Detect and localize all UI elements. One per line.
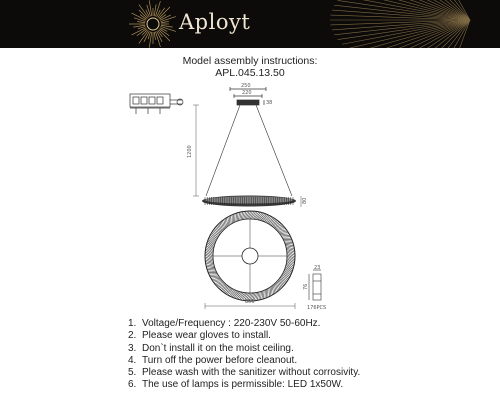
list-item-number: 6. xyxy=(128,379,137,391)
list-item xyxy=(128,318,360,330)
brand-name: Aployt xyxy=(179,10,251,34)
list-item xyxy=(128,330,360,342)
crystal-count: 176PCS xyxy=(307,305,327,311)
dim-canopy-outer: 250 xyxy=(241,83,251,89)
list-item xyxy=(128,355,360,367)
list-item-number: 4. xyxy=(128,354,137,366)
ring-top-view xyxy=(205,211,295,301)
list-item-text: Please wash with the sanitizer without corrosivity. xyxy=(142,367,361,379)
instruction-list xyxy=(128,318,360,392)
dim-canopy-inner: 220 xyxy=(242,90,252,96)
list-item-number: 5. xyxy=(128,367,137,379)
list-item xyxy=(128,379,360,391)
list-item-number: 1. xyxy=(128,318,137,329)
dim-crystal-height: 76 xyxy=(303,283,309,290)
dim-ring-height: 80 xyxy=(302,197,308,204)
list-item-text: The use of lamps is permissible: LED 1x50W. xyxy=(142,379,344,391)
list-item-text: Please wear gloves to install. xyxy=(142,330,271,342)
cable-length-dimension xyxy=(193,105,199,196)
list-item-text: Don`t install it on the moist ceiling. xyxy=(142,342,294,354)
list-item-number: 3. xyxy=(128,342,137,354)
wiring-diagram xyxy=(130,94,183,114)
suspension-cables xyxy=(206,105,292,196)
list-item-number: 2. xyxy=(128,330,137,342)
dim-crystal-width: 23 xyxy=(314,265,321,271)
list-item xyxy=(128,367,360,379)
crystal-detail xyxy=(309,270,321,300)
ring-side-view xyxy=(202,196,296,207)
model-number: APL.045.13.50 xyxy=(215,67,285,79)
list-item-text: Voltage/Frequency : 220-230V 50-60Hz. xyxy=(142,318,321,329)
document-title: Model assembly instructions: xyxy=(182,55,318,67)
list-item xyxy=(128,343,360,355)
dim-width: 800 xyxy=(245,299,255,305)
dim-cable-length: 1200 xyxy=(187,145,193,158)
dim-canopy-height: 38 xyxy=(266,100,273,106)
list-item-text: Turn off the power before cleanout. xyxy=(142,354,298,366)
